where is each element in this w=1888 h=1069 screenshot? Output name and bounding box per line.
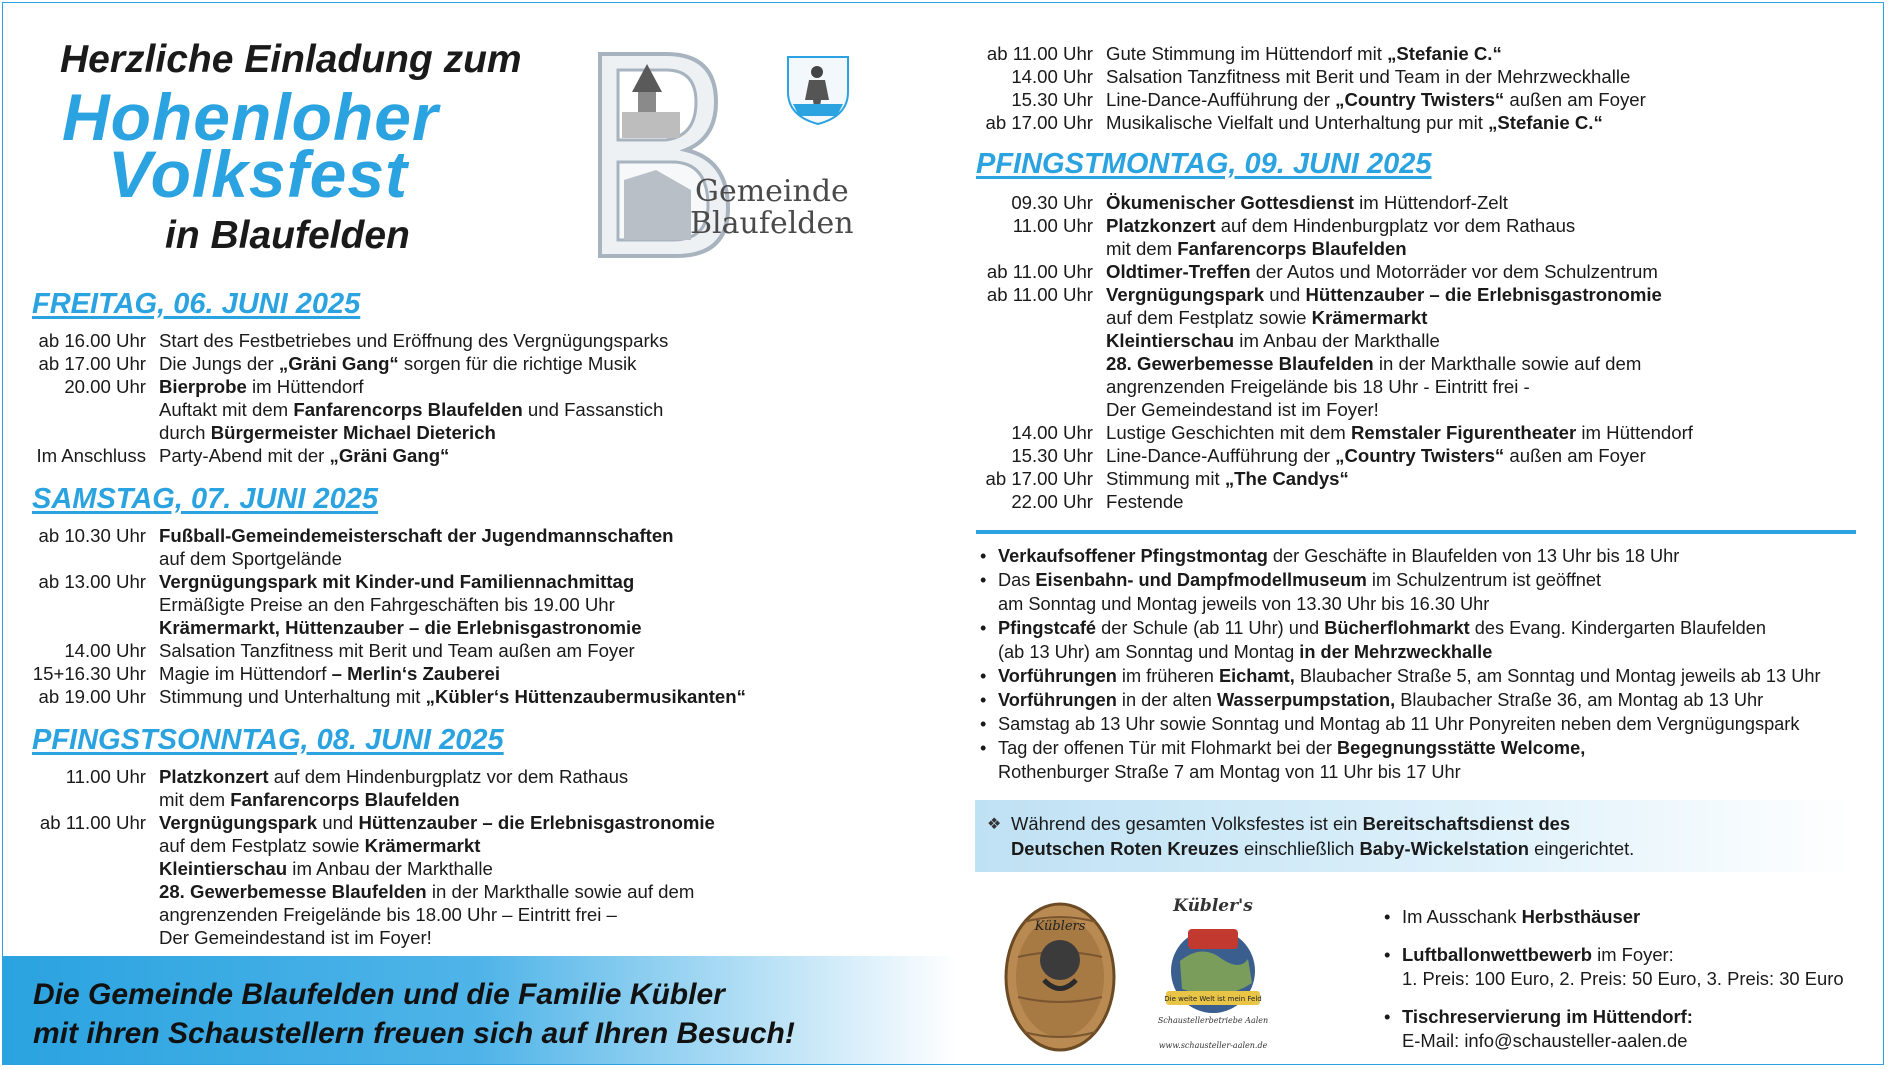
svg-text:www.schausteller-aalen.de: www.schausteller-aalen.de: [1158, 1041, 1268, 1050]
schedule-row: [975, 214, 1693, 237]
svg-text:Schaustellerbetriebe Aalen: Schaustellerbetriebe Aalen: [1157, 1016, 1269, 1025]
event: Line-Dance-Aufführung der „Country Twisters“ außen am Foyer: [1106, 445, 1646, 466]
schedule-sunday-part2: [975, 42, 1646, 134]
event: Kleintierschau im Anbau der Markthalle: [159, 858, 493, 879]
time: ab 16.00 Uhr: [38, 330, 146, 351]
schedule-row: [28, 547, 746, 570]
schedule-row: [975, 490, 1693, 513]
schedule-sunday-part1: [28, 765, 715, 949]
time: ab 17.00 Uhr: [38, 353, 146, 374]
day-heading-sunday: PFINGSTSONNTAG, 08. JUNI 2025: [32, 724, 504, 756]
list-item: • Luftballonwettbewerb im Foyer:: [1384, 943, 1844, 967]
schedule-row: [28, 570, 746, 593]
kueblers-barrel-logo: [1004, 902, 1116, 1052]
list-item: • Im Ausschank Herbsthäuser: [1384, 905, 1844, 929]
schedule-row: [28, 788, 715, 811]
schedule-row: [975, 444, 1693, 467]
schedule-row: [28, 857, 715, 880]
red-cross-notice: [975, 800, 1855, 872]
time: 14.00 Uhr: [1011, 66, 1093, 87]
schedule-row: [28, 926, 715, 949]
time: 22.00 Uhr: [1011, 491, 1093, 512]
event: Der Gemeindestand ist im Foyer!: [159, 927, 432, 948]
time: ab 17.00 Uhr: [985, 468, 1093, 489]
schedule-row: [975, 329, 1693, 352]
banner-line-1: Die Gemeinde Blaufelden und die Familie Kübler: [33, 978, 725, 1011]
event: Salsation Tanzfitness mit Berit und Team in der Mehrzweckhalle: [1106, 66, 1631, 87]
schedule-row: [975, 260, 1693, 283]
event: auf dem Festplatz sowie Krämermarkt: [1106, 307, 1428, 328]
schedule-row: [975, 88, 1646, 111]
list-item-continuation: Rothenburger Straße 7 am Montag von 11 Uhr bis 17 Uhr: [998, 762, 1461, 782]
schedule-row: [28, 834, 715, 857]
section-divider: [976, 530, 1856, 534]
notice-line-1: Während des gesamten Volksfestes ist ein Bereitschaftsdienst des: [1011, 813, 1571, 834]
event: Salsation Tanzfitness mit Berit und Team außen am Foyer: [159, 640, 635, 661]
event: Kleintierschau im Anbau der Markthalle: [1106, 330, 1440, 351]
event: Bierprobe im Hüttendorf: [159, 376, 364, 397]
time: 14.00 Uhr: [64, 640, 146, 661]
event: Gute Stimmung im Hüttendorf mit „Stefanie C.“: [1106, 43, 1502, 64]
svg-text:Kübler's: Kübler's: [1173, 896, 1253, 916]
time: 20.00 Uhr: [64, 376, 146, 397]
list-item: • Pfingstcafé der Schule (ab 11 Uhr) und Bücherflohmarkt des Evang. Kindergarten Blaufelden: [980, 616, 1821, 640]
list-item-continuation: 1. Preis: 100 Euro, 2. Preis: 50 Euro, 3. Preis: 30 Euro: [1402, 968, 1844, 989]
schedule-row: [975, 191, 1693, 214]
event: Auftakt mit dem Fanfarencorps Blaufelden und Fassanstich: [159, 399, 664, 420]
event: angrenzenden Freigelände bis 18 Uhr - Eintritt frei -: [1106, 376, 1530, 397]
time: 15+16.30 Uhr: [32, 663, 146, 684]
event: Party-Abend mit der „Gräni Gang“: [159, 445, 450, 466]
event: Der Gemeindestand ist im Foyer!: [1106, 399, 1379, 420]
time: 14.00 Uhr: [1011, 422, 1093, 443]
event: Ökumenischer Gottesdienst im Hüttendorf-Zelt: [1106, 192, 1508, 213]
event: Start des Festbetriebes und Eröffnung des Vergnügungsparks: [159, 330, 669, 351]
schedule-row: [28, 616, 746, 639]
event: Platzkonzert auf dem Hindenburgplatz vor dem Rathaus: [1106, 215, 1576, 236]
event: Die Jungs der „Gräni Gang“ sorgen für die richtige Musik: [159, 353, 637, 374]
schedule-row: [28, 421, 668, 444]
diamond-bullet-icon: ❖: [987, 816, 1002, 833]
schedule-row: [28, 811, 715, 834]
banner-line-2: mit ihren Schaustellern freuen sich auf Ihren Besuch!: [33, 1017, 795, 1050]
subtitle: in Blaufelden: [165, 214, 410, 257]
time: 11.00 Uhr: [65, 766, 146, 787]
schedule-row: [975, 42, 1646, 65]
time: ab 11.00 Uhr: [986, 284, 1093, 305]
event: Vergnügungspark mit Kinder-und Familiennachmittag: [159, 571, 635, 592]
title-line-2: Volksfest: [108, 137, 409, 211]
list-item: • Tischreservierung im Hüttendorf:: [1384, 1005, 1844, 1029]
event: Festende: [1106, 491, 1184, 512]
logo-text-blaufelden: Blaufelden: [690, 206, 854, 241]
schedule-row: [975, 237, 1693, 260]
event: Line-Dance-Aufführung der „Country Twisters“ außen am Foyer: [1106, 89, 1646, 110]
event: Stimmung mit „The Candys“: [1106, 468, 1349, 489]
schedule-row: [975, 398, 1693, 421]
event: Musikalische Vielfalt und Unterhaltung pur mit „Stefanie C.“: [1106, 112, 1603, 133]
list-item: • Samstag ab 13 Uhr sowie Sonntag und Montag ab 11 Uhr Ponyreiten neben dem Vergnügungspark: [980, 712, 1821, 736]
schedule-row: [28, 329, 668, 352]
event: mit dem Fanfarencorps Blaufelden: [159, 789, 460, 810]
schedule-row: [975, 467, 1693, 490]
kueblers-schausteller-logo: [1152, 893, 1274, 1053]
blaufelden-crest-icon: [785, 54, 851, 126]
schedule-row: [28, 593, 746, 616]
list-item: • Tag der offenen Tür mit Flohmarkt bei der Begegnungsstätte Welcome,: [980, 736, 1821, 760]
event: angrenzenden Freigelände bis 18.00 Uhr – Eintritt frei –: [159, 904, 617, 925]
notice-line-2: Deutschen Roten Kreuzes einschließlich Baby-Wickelstation eingerichtet.: [1011, 838, 1635, 859]
svg-text:Küblers: Küblers: [1034, 919, 1086, 934]
event: Magie im Hüttendorf – Merlin‘s Zauberei: [159, 663, 501, 684]
schedule-row: [28, 765, 715, 788]
day-heading-friday: FREITAG, 06. JUNI 2025: [32, 288, 361, 320]
title-line-1: Hohenloher: [62, 80, 439, 154]
event: auf dem Festplatz sowie Krämermarkt: [159, 835, 481, 856]
event: Vergnügungspark und Hüttenzauber – die Erlebnisgastronomie: [159, 812, 715, 833]
time: 11.00 Uhr: [1012, 215, 1093, 236]
intro-line: Herzliche Einladung zum: [60, 38, 522, 81]
schedule-row: [975, 352, 1693, 375]
schedule-friday: [28, 329, 668, 467]
logo-text-gemeinde: Gemeinde: [695, 174, 849, 209]
schedule-row: [975, 306, 1693, 329]
schedule-row: [28, 639, 746, 662]
schedule-row: [28, 685, 746, 708]
time: ab 10.30 Uhr: [38, 525, 146, 546]
extras-list: [980, 544, 1821, 784]
event: Oldtimer-Treffen der Autos und Motorräder vor dem Schulzentrum: [1106, 261, 1658, 282]
time: 15.30 Uhr: [1011, 89, 1093, 110]
schedule-saturday: [28, 524, 746, 708]
time: Im Anschluss: [36, 445, 146, 466]
list-item-continuation: (ab 13 Uhr) am Sonntag und Montag in der Mehrzweckhalle: [998, 642, 1493, 662]
list-item-continuation: am Sonntag und Montag jeweils von 13.30 Uhr bis 16.30 Uhr: [998, 594, 1490, 614]
closing-banner: [3, 956, 958, 1064]
time: ab 11.00 Uhr: [39, 812, 146, 833]
schedule-row: [28, 524, 746, 547]
schedule-row: [975, 375, 1693, 398]
time: ab 13.00 Uhr: [38, 571, 146, 592]
list-item: • Vorführungen im früheren Eichamt, Blaubacher Straße 5, am Sonntag und Montag jeweils ab 13 Uhr: [980, 664, 1821, 688]
list-item: • Verkaufsoffener Pfingstmontag der Geschäfte in Blaufelden von 13 Uhr bis 18 Uhr: [980, 544, 1821, 568]
schedule-row: [28, 375, 668, 398]
schedule-row: [975, 111, 1646, 134]
event: mit dem Fanfarencorps Blaufelden: [1106, 238, 1407, 259]
list-item: • Vorführungen in der alten Wasserpumpstation, Blaubacher Straße 36, am Montag ab 13 Uhr: [980, 688, 1821, 712]
time: ab 11.00 Uhr: [986, 261, 1093, 282]
schedule-row: [975, 283, 1693, 306]
schedule-row: [28, 903, 715, 926]
schedule-row: [28, 398, 668, 421]
time: 15.30 Uhr: [1011, 445, 1093, 466]
schedule-row: [28, 352, 668, 375]
event: durch Bürgermeister Michael Dieterich: [159, 422, 496, 443]
day-heading-saturday: SAMSTAG, 07. JUNI 2025: [32, 483, 378, 515]
event: 28. Gewerbemesse Blaufelden in der Markthalle sowie auf dem: [159, 881, 695, 902]
svg-text:Die weite Welt ist mein Feld: Die weite Welt ist mein Feld: [1164, 995, 1262, 1003]
schedule-row: [975, 421, 1693, 444]
event: Vergnügungspark und Hüttenzauber – die Erlebnisgastronomie: [1106, 284, 1662, 305]
event: auf dem Sportgelände: [159, 548, 342, 569]
time: ab 11.00 Uhr: [986, 43, 1093, 64]
schedule-monday: [975, 191, 1693, 513]
email-link[interactable]: E-Mail: info@schausteller-aalen.de: [1402, 1030, 1688, 1051]
time: ab 19.00 Uhr: [38, 686, 146, 707]
event: 28. Gewerbemesse Blaufelden in der Markthalle sowie auf dem: [1106, 353, 1642, 374]
time: 09.30 Uhr: [1011, 192, 1093, 213]
event: Platzkonzert auf dem Hindenburgplatz vor dem Rathaus: [159, 766, 629, 787]
schedule-row: [975, 65, 1646, 88]
event: Fußball-Gemeindemeisterschaft der Jugendmannschaften: [159, 525, 674, 546]
schedule-row: [28, 444, 668, 467]
schedule-row: [28, 662, 746, 685]
day-heading-monday: PFINGSTMONTAG, 09. JUNI 2025: [976, 148, 1432, 180]
event: Lustige Geschichten mit dem Remstaler Figurentheater im Hüttendorf: [1106, 422, 1693, 443]
event: Krämermarkt, Hüttenzauber – die Erlebnisgastronomie: [159, 617, 642, 638]
time: ab 17.00 Uhr: [985, 112, 1093, 133]
event: Stimmung und Unterhaltung mit „Kübler‘s Hüttenzaubermusikanten“: [159, 686, 746, 707]
event: Ermäßigte Preise an den Fahrgeschäften bis 19.00 Uhr: [159, 594, 615, 615]
info-list: [1384, 905, 1844, 1053]
schedule-row: [28, 880, 715, 903]
list-item: • Das Eisenbahn- und Dampfmodellmuseum im Schulzentrum ist geöffnet: [980, 568, 1821, 592]
